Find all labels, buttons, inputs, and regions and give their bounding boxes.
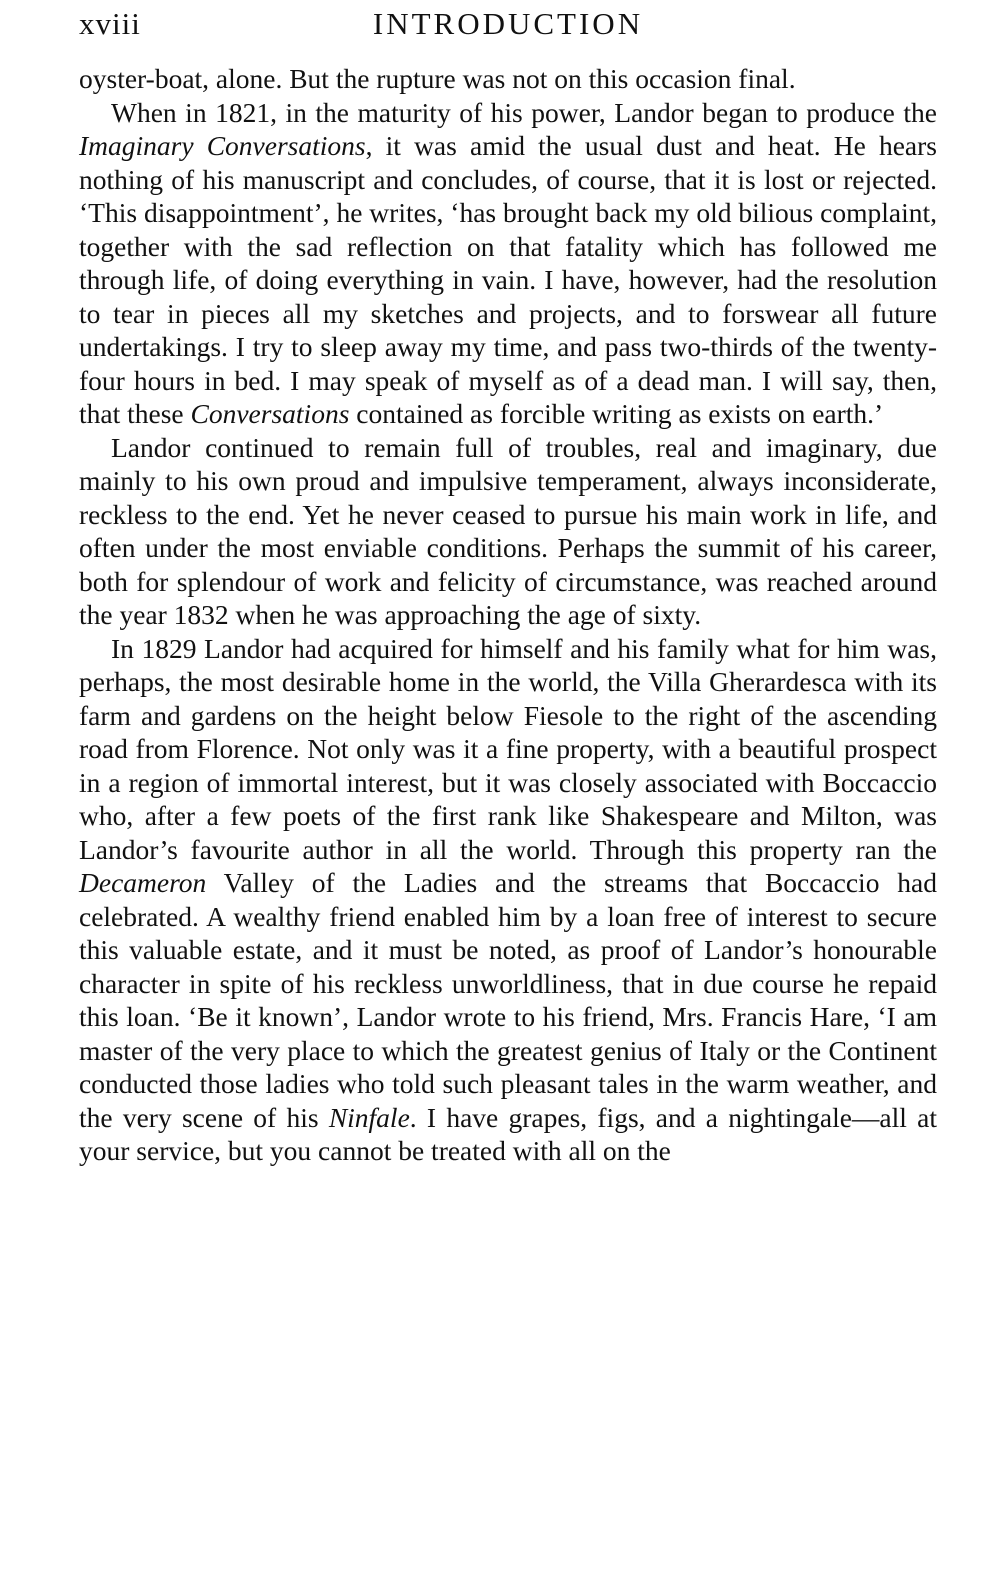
text-segment: Landor continued to remain full of troubles, real and imaginary, due mainly to his own proud and impulsive temperament, always inconsiderate, reckless to the end. Yet he never ceased to pursue his main work in life, and often under the most enviable conditions. Perhaps the summit of his career, both for splendour of work and felicity of circumstance, was reached around the year 1832 when he was approaching the age of sixty. <box>79 431 937 630</box>
paragraph-3 <box>79 431 937 632</box>
paragraph-2 <box>79 96 937 431</box>
text-segment: . I have grapes, figs, and a nightingale—all at your service, but you cannot be treated with all on the <box>79 1101 938 1166</box>
page-header <box>79 0 937 46</box>
text-segment: , it was amid the usual dust and heat. He hears nothing of his manuscript and concludes, of course, that it is lost or rejected. ‘This disappointment’, he writes, ‘has brought back my old bilious complaint, together with the sad reflection on that fatality which has followed me through life, of doing everything in vain. I have, however, had the resolution to tear in pieces all my sketches and projects, and to forswear all future undertakings. I try to sleep away my time, and pass two-thirds of the twenty-four hours in bed. I may speak of myself as of a dead man. I will say, then, that these <box>79 130 937 429</box>
running-head: INTRODUCTION <box>372 6 644 41</box>
body-text <box>79 62 937 1168</box>
text-segment: contained as forcible writing as exists on earth.’ <box>349 398 884 429</box>
italic-title: Decameron <box>79 867 207 898</box>
paragraph-4 <box>79 632 937 1168</box>
text-segment: Valley of the Ladies and the streams that Boccaccio had celebrated. A wealthy friend enabled him by a loan free of interest to secure this valuable estate, and it must be noted, as proof of Landor’s honourable character in spite of his reckless unworldliness, that in due course he repaid this loan. ‘Be it known’, Landor wrote to his friend, Mrs. Francis Hare, ‘I am master of the very place to which the greatest genius of Italy or the Continent conducted those ladies who told such pleasant tales in the warm weather, and the very scene of his <box>79 867 937 1133</box>
paragraph-1 <box>79 62 937 96</box>
text-segment: When in 1821, in the maturity of his power, Landor began to produce the <box>111 96 937 128</box>
italic-title: Ninfale <box>328 1101 410 1133</box>
italic-title: Imaginary Conversations <box>79 130 366 161</box>
page-number: xviii <box>79 6 141 41</box>
book-page <box>79 0 937 1168</box>
italic-title: Conversations <box>190 398 350 429</box>
text-segment: In 1829 Landor had acquired for himself and his family what for him was, perhaps, the most desirable home in the world, the Villa Gherardesca with its farm and gardens on the height below Fiesole to the right of the ascending road from Florence. Not only was it a fine property, with a beautiful prospect in a region of immortal interest, but it was closely associated with Boccaccio who, after a few poets of the first rank like Shakespeare and Milton, was Landor’s favourite author in all the world. Through this property ran the <box>79 632 937 865</box>
text-segment: oyster-boat, alone. But the rupture was not on this occasion final. <box>79 63 796 94</box>
